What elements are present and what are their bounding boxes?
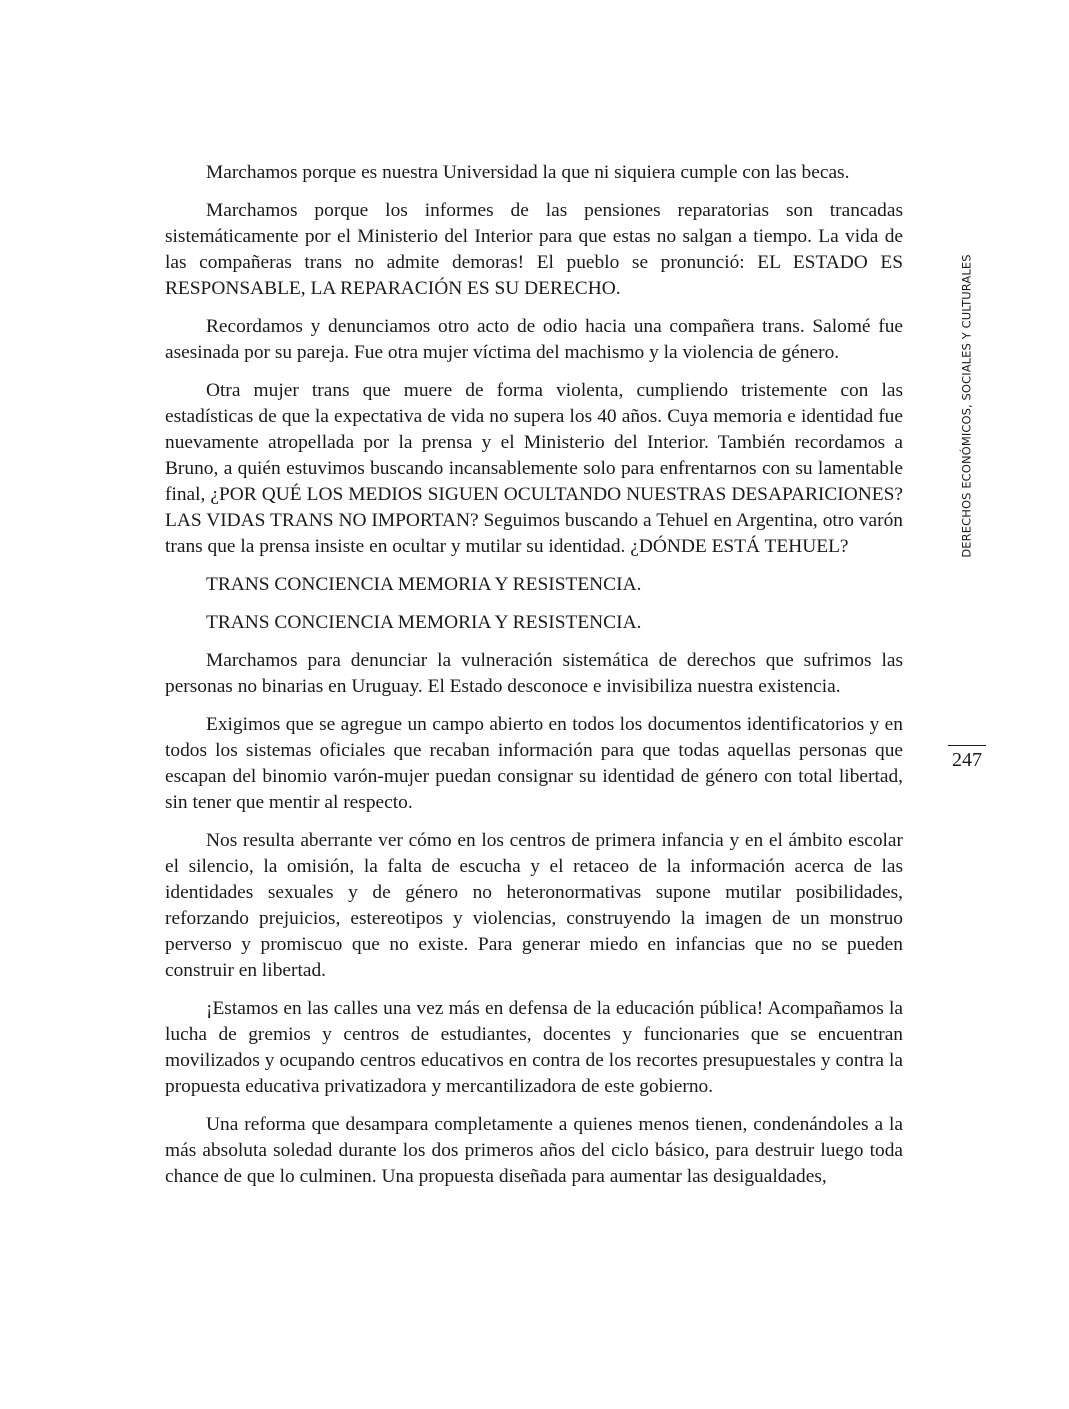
paragraph: TRANS CONCIENCIA MEMORIA Y RESISTENCIA. xyxy=(206,574,642,595)
paragraph: ¡Estamos en las calles una vez más en defensa de la educación pública! Acompañamos la lucha de gremios y centros de estudiantes, docentes y funcionaries que se encuentran movilizados y ocupando centros educativos en contra de los recortes presupuestales y contra la propuesta educativa privatizadora y mercantilizadora de este gobierno. xyxy=(165,998,903,1097)
running-head xyxy=(956,246,978,566)
paragraph: Una reforma que desampara completamente a quienes menos tienen, condenándoles a la más absoluta soledad durante los dos primeros años del ciclo básico, para destruir luego toda chance de que lo culminen. Una propuesta diseñada para aumentar las desigualdades, xyxy=(165,1114,903,1187)
paragraph: Marchamos porque es nuestra Universidad la que ni siquiera cumple con las becas. xyxy=(206,162,850,183)
paragraph: TRANS CONCIENCIA MEMORIA Y RESISTENCIA. xyxy=(206,612,642,633)
paragraph: Nos resulta aberrante ver cómo en los centros de primera infancia y en el ámbito escolar el silencio, la omisión, la falta de escucha y el retaceo de la información acerca de las identidades sexuales y de género no heteronormativas supone mutilar posibilidades, reforzando prejuicios, estereotipos y violencias, construyendo la imagen de un monstruo perverso y promiscuo que no existe. Para generar miedo en infancias que no se pueden construir en libertad. xyxy=(165,830,903,981)
page-body xyxy=(165,160,903,1202)
paragraph: Marchamos para denunciar la vulneración sistemática de derechos que sufrimos las personas no binarias en Uruguay. El Estado desconoce e invisibiliza nuestra existencia. xyxy=(165,650,903,697)
page-number: 247 xyxy=(948,745,986,771)
paragraph: Recordamos y denunciamos otro acto de odio hacia una compañera trans. Salomé fue asesinada por su pareja. Fue otra mujer víctima del machismo y la violencia de género. xyxy=(165,316,903,363)
paragraph: Marchamos porque los informes de las pensiones reparatorias son trancadas sistemáticamente por el Ministerio del Interior para que estas no salgan a tiempo. La vida de las compañeras trans no admite demoras! El pueblo se pronunció: EL ESTADO ES RESPONSABLE, LA REPARACIÓN ES SU DERECHO. xyxy=(165,200,903,299)
paragraph: Otra mujer trans que muere de forma violenta, cumpliendo tristemente con las estadísticas de que la expectativa de vida no supera los 40 años. Cuya memoria e identidad fue nuevamente atropellada por la prensa y el Ministerio del Interior. También recordamos a Bruno, a quién estuvimos buscando incansablemente solo para enfrentarnos con su lamentable final, ¿POR QUÉ LOS MEDIOS SIGUEN OCULTANDO NUESTRAS DESAPARICIONES? LAS VIDAS TRANS NO IMPORTAN? Seguimos buscando a Tehuel en Argentina, otro varón trans que la prensa insiste en ocultar y mutilar su identidad. ¿DÓNDE ESTÁ TEHUEL? xyxy=(165,380,903,557)
running-head-text: DERECHOS ECONÓMICOS, SOCIALES Y CULTURALES xyxy=(960,254,975,558)
paragraph: Exigimos que se agregue un campo abierto en todos los documentos identificatorios y en todos los sistemas oficiales que recaban información para que todas aquellas personas que escapan del binomio varón-mujer puedan consignar su identidad de género con total libertad, sin tener que mentir al respecto. xyxy=(165,714,903,813)
